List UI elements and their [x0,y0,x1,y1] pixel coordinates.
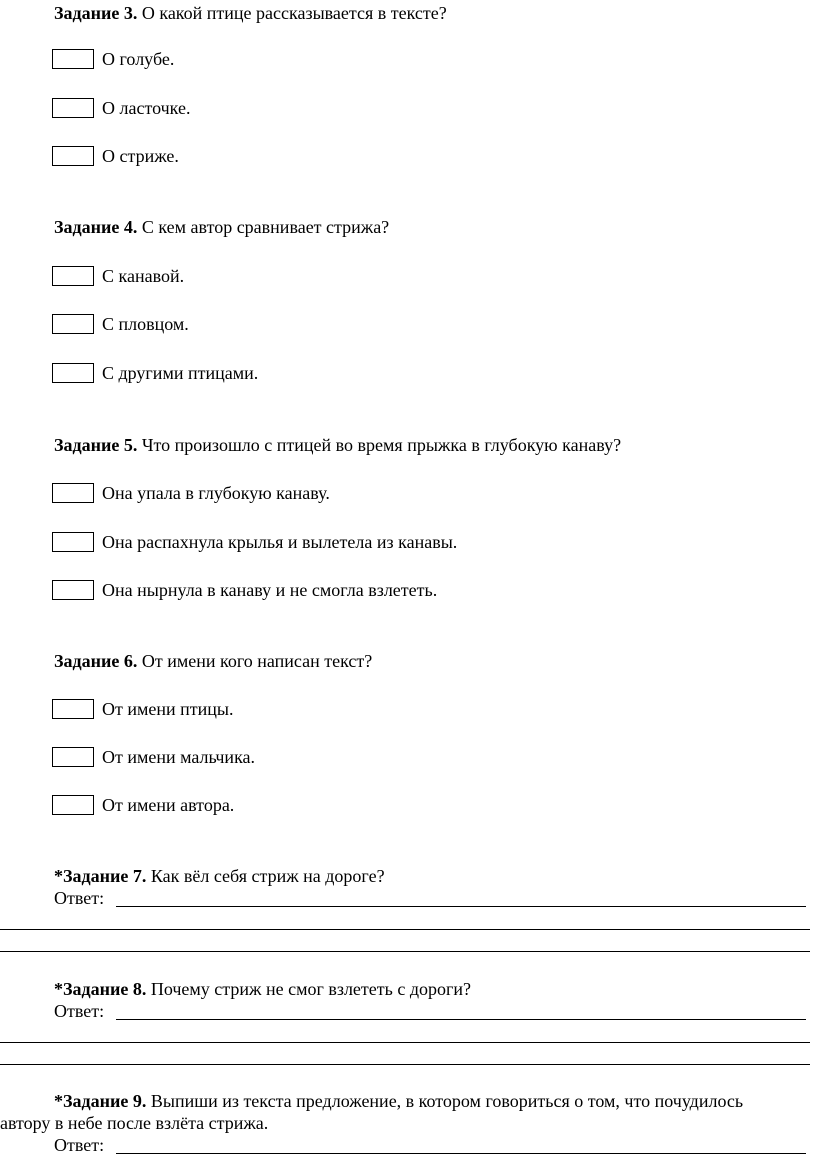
task-text: Как вёл себя стриж на дороге? [146,866,385,886]
answer-checkbox[interactable] [52,699,94,719]
task-3-option-2[interactable] [52,97,190,119]
task-7-answer-line-1[interactable] [116,906,806,907]
task-text: С кем автор сравнивает стрижа? [137,217,390,237]
task-7-answer-label: Ответ: [54,888,105,908]
task-8-answer-line-1[interactable] [116,1019,806,1020]
task-4-option-2[interactable] [52,313,189,335]
task-9-question-line-2: автору в небе после взлёта стрижа. [0,1113,269,1133]
task-6-option-1[interactable] [52,698,234,720]
task-title: Задание 3. [54,3,138,23]
answer-checkbox[interactable] [52,580,94,600]
option-label: С канавой. [102,266,185,286]
task-5-option-3[interactable] [52,579,437,601]
answer-checkbox[interactable] [52,314,94,334]
option-label: О ласточке. [102,98,191,118]
answer-checkbox[interactable] [52,747,94,767]
task-title: *Задание 8. [54,979,147,999]
option-label: От имени птицы. [102,699,234,719]
answer-checkbox[interactable] [52,483,94,503]
option-label: Она распахнула крылья и вылетела из канавы. [102,532,458,552]
answer-checkbox[interactable] [52,532,94,552]
task-4-option-3[interactable] [52,362,258,384]
task-9-answer-line-1[interactable] [116,1153,806,1154]
task-7-question [54,865,385,887]
task-6-option-3[interactable] [52,794,234,816]
task-9-question-line-1 [54,1090,743,1112]
task-5-option-2[interactable] [52,531,457,553]
task-8-answer-label: Ответ: [54,1001,105,1021]
task-4-question [54,216,389,238]
task-6-option-2[interactable] [52,746,255,768]
task-text: Что произошло с птицей во время прыжка в глубокую канаву? [137,435,622,455]
task-3-question [54,2,447,24]
task-3-option-3[interactable] [52,145,179,167]
task-text: От имени кого написан текст? [137,651,373,671]
task-title: Задание 5. [54,435,138,455]
task-title: *Задание 7. [54,866,147,886]
task-text: Выпиши из текста предложение, в котором говориться о том, что почудилось [146,1091,744,1111]
task-title: Задание 4. [54,217,138,237]
task-4-option-1[interactable] [52,265,184,287]
option-label: С пловцом. [102,314,189,334]
task-6-question [54,650,372,672]
option-label: О голубе. [102,49,175,69]
task-title: Задание 6. [54,651,138,671]
option-label: О стриже. [102,146,179,166]
task-text: Почему стриж не смог взлететь с дороги? [146,979,472,999]
option-label: Она упала в глубокую канаву. [102,483,330,503]
task-8-question [54,978,471,1000]
answer-checkbox[interactable] [52,363,94,383]
answer-checkbox[interactable] [52,98,94,118]
task-7-answer-line-2[interactable] [0,929,810,930]
task-8-answer-line-3[interactable] [0,1064,810,1065]
task-8-answer-line-2[interactable] [0,1042,810,1043]
task-5-option-1[interactable] [52,482,330,504]
answer-checkbox[interactable] [52,266,94,286]
task-9-answer-label: Ответ: [54,1135,105,1155]
option-label: Она нырнула в канаву и не смогла взлететь. [102,580,438,600]
task-5-question [54,434,621,456]
answer-checkbox[interactable] [52,795,94,815]
option-label: От имени автора. [102,795,235,815]
answer-checkbox[interactable] [52,146,94,166]
task-text: О какой птице рассказывается в тексте? [137,3,447,23]
task-7-answer-line-3[interactable] [0,951,810,952]
task-title: *Задание 9. [54,1091,147,1111]
answer-checkbox[interactable] [52,49,94,69]
task-3-option-1[interactable] [52,48,174,70]
option-label: С другими птицами. [102,363,259,383]
option-label: От имени мальчика. [102,747,256,767]
